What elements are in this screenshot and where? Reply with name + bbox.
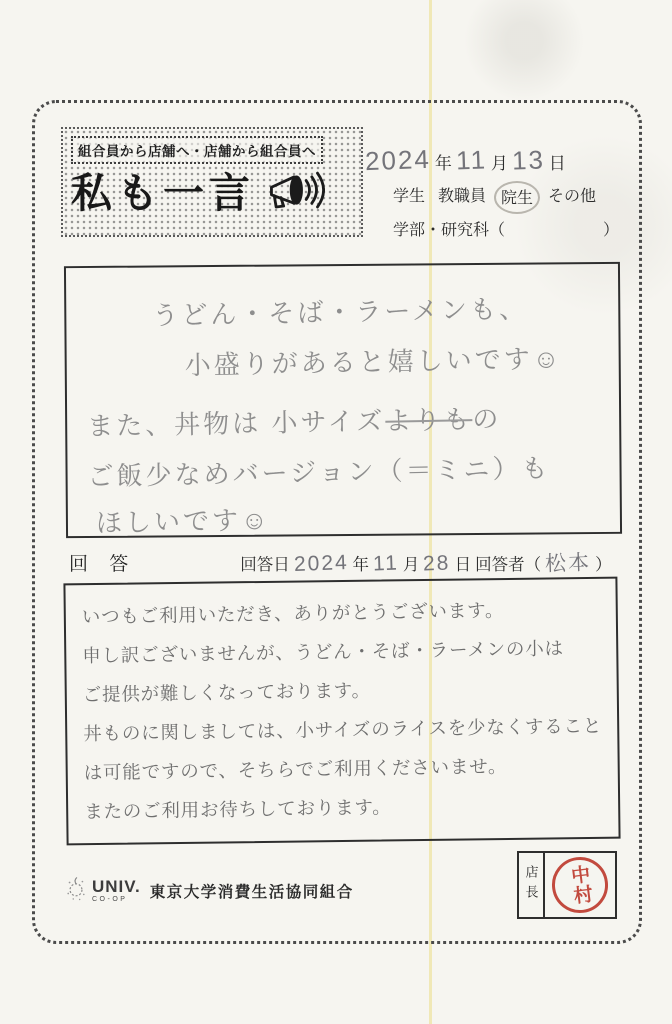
- answer-year-handwritten: 2024: [293, 551, 349, 576]
- stamp-label-cell: [519, 853, 545, 917]
- reply-line: 丼ものに関しましては、小サイズのライスを少なくすること: [83, 714, 603, 745]
- handwritten-year: 2024: [364, 143, 432, 177]
- handwritten-day: 13: [511, 144, 546, 176]
- feedback-card-border: [32, 100, 642, 944]
- department-label: 学部・研究科（: [393, 222, 506, 239]
- answer-day-suffix: 日: [454, 556, 472, 574]
- submission-date: [364, 143, 633, 177]
- answer-header-row: [69, 549, 625, 576]
- date-affiliation-block: [364, 143, 633, 240]
- month-suffix: 月: [490, 154, 508, 173]
- affiliation-option-grad-circled: 院生: [494, 181, 540, 214]
- reply-line: 申し訳ございませんが、うどん・そば・ラーメンの小は: [82, 637, 564, 667]
- hanko-name: 中村: [567, 863, 593, 907]
- comment-line-3-text: また、丼物は 小サイズ: [86, 405, 386, 442]
- answer-date-label: 回答日: [240, 556, 290, 574]
- store-manager-stamp-box: [517, 851, 617, 919]
- store-reply-box: [63, 577, 620, 846]
- reply-line: は可能ですので、そちらでご利用くださいませ。: [83, 755, 508, 784]
- answer-month-suffix: 月: [402, 556, 420, 574]
- responder-name-handwritten: 松本: [544, 551, 592, 576]
- logo-coop-text: CO-OP: [92, 896, 128, 903]
- coop-logo: [65, 875, 354, 906]
- affiliation-option-other: その他: [548, 188, 597, 205]
- affiliation-option-faculty: 教職員: [438, 188, 487, 205]
- answer-day-handwritten: 28: [422, 551, 452, 576]
- handwritten-month: 11: [455, 144, 488, 176]
- member-comment-box: [64, 262, 622, 538]
- hanko-seal: [549, 854, 611, 916]
- department-field: [365, 217, 633, 240]
- coop-logo-mark-icon: [65, 875, 87, 906]
- comment-line-3-tail: の: [472, 403, 502, 435]
- header-tagline: 組合員から店舗へ・店舗から組合員へ: [71, 136, 323, 164]
- day-suffix: 日: [548, 154, 566, 173]
- card-title: 私も一言: [71, 170, 255, 216]
- responder-close-paren: ）: [595, 556, 612, 574]
- coop-logo-text: [92, 878, 141, 903]
- comment-line-3: [87, 399, 502, 444]
- reply-line: またのご利用お待ちしております。: [84, 796, 392, 823]
- answer-date-line: [240, 551, 611, 575]
- megaphone-icon: [263, 169, 325, 218]
- comment-line-2: 小盛りがあると嬉しいです☺: [184, 343, 563, 381]
- stamp-cell: [545, 853, 615, 917]
- store-manager-label: 店長: [523, 865, 539, 905]
- reply-line: ご提供が難しくなっております。: [82, 679, 371, 706]
- affiliation-option-student: 学生: [393, 188, 426, 205]
- responder-label: 回答者（: [475, 556, 542, 574]
- answer-section-label: 回 答: [69, 554, 137, 575]
- affiliation-options: [365, 183, 633, 210]
- comment-line-1: うどん・そば・ラーメンも、: [152, 293, 529, 331]
- department-close-paren: ）: [603, 222, 620, 239]
- year-suffix: 年: [434, 154, 452, 173]
- answer-month-handwritten: 11: [372, 551, 400, 576]
- answer-year-suffix: 年: [352, 556, 369, 574]
- comment-line-5: ほしいです☺: [95, 504, 271, 538]
- organization-name: 東京大学消費生活協同組合: [149, 883, 354, 901]
- comment-line-4: ご飯少なめバージョン（＝ミニ）も: [87, 452, 551, 492]
- reply-line: いつもご利用いただき、ありがとうございます。: [81, 599, 505, 628]
- card-header: [61, 127, 363, 237]
- logo-univ-text: UNIV.: [92, 877, 141, 896]
- comment-line-3-strikethrough: よりも: [385, 404, 473, 436]
